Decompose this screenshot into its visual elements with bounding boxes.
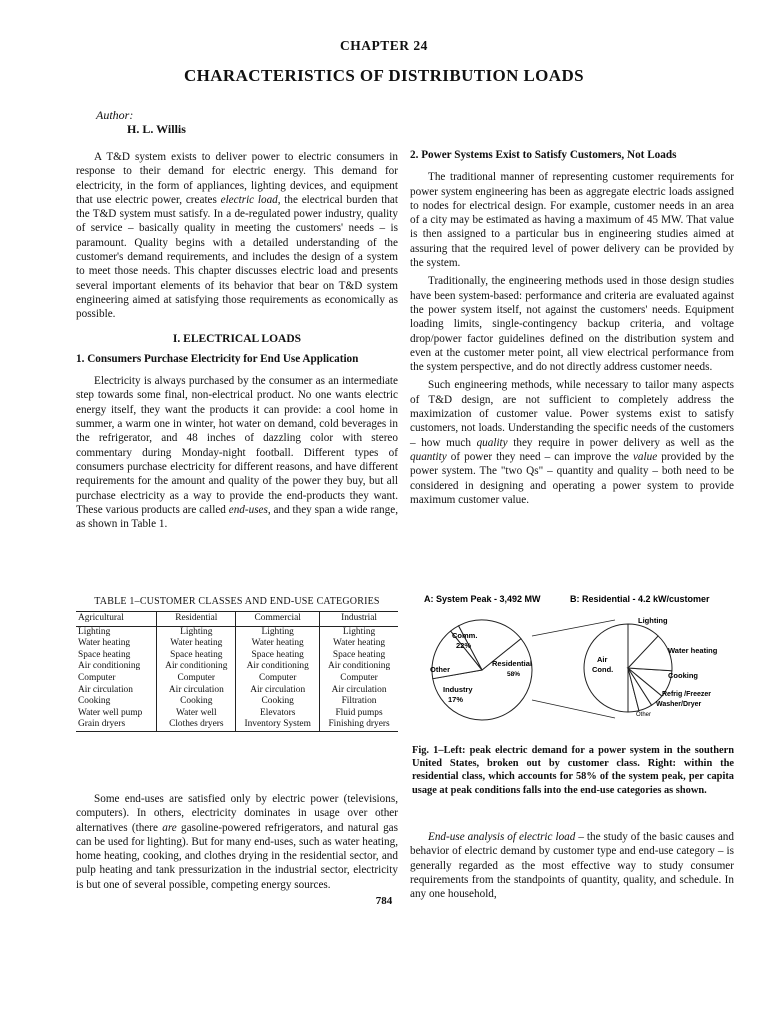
table-cell: Space heating xyxy=(157,650,236,662)
pie-a-label-other: Other xyxy=(430,665,451,674)
table-cell: Lighting xyxy=(78,626,111,637)
pie-b-label-refrig: Refrig /Freezer xyxy=(662,691,712,698)
figure-caption: Fig. 1–Left: peak electric demand for a power system in the southern United States, broken out by customer class. Right: within the residential class, which accounts for 58% of the system peak, per capita usage at peak conditions falls into the end-use categories as shown. xyxy=(412,745,734,796)
table-cell: Computer xyxy=(320,673,398,685)
table-cell: Finishing dryers xyxy=(320,719,398,731)
page-number: 784 xyxy=(375,895,393,907)
table-cell: Computer xyxy=(78,672,116,683)
paragraph-traditional: The traditional manner of representing customer requirements for power system engineering has been as aggregate electric loads assigned to nodes for electrical design. For example, customer needs in an area of a city may be estimated as having a maximum of 45 MW. That value is then assigned to a particular bus in engineering studies aimed at assuring that the required level of power delivery can be provided by the system. xyxy=(410,171,734,270)
table-row xyxy=(76,626,398,638)
table-cell: Air conditioning xyxy=(157,661,236,673)
table-cell: Elevators xyxy=(236,708,320,720)
pie-b xyxy=(584,616,718,718)
table-cell: Filtration xyxy=(320,696,398,708)
table-row xyxy=(76,673,398,685)
table-header: Commercial xyxy=(236,612,320,627)
table-grid xyxy=(76,611,398,732)
table-cell: Air conditioning xyxy=(236,661,320,673)
table-cell: Lighting xyxy=(157,626,236,638)
intro-paragraph: A T&D system exists to deliver power to electric consumers in response to their demand for electric energy. This demand for electricity, in the form of appliances, lighting devices, and equipment that use electric power, creates electric load, the electrical burden that the T&D system must satisfy. In a de-regulated power industry, quality of service – basically quality in meeting the customers' needs – is paramount. Quality begins with a detailed understanding of the customer's demand requirements, and includes the design of a system to meet those needs. This chapter discusses electric load and presents several important elements of its behavior that bear on T&D system engineering aimed at satisfying those requirements as economically as possible. xyxy=(76,151,398,321)
table-cell: Computer xyxy=(157,673,236,685)
left-column xyxy=(76,150,398,535)
pie-b-title: B: Residential - 4.2 kW/customer xyxy=(570,594,710,604)
left-column-lower xyxy=(76,792,398,896)
paragraph-end-uses: Electricity is always purchased by the consumer as an intermediate step towards some final, non-electrical product. No one wants electric energy itself, they want the products it can provide: a cool home in summer, a warm one in winter, hot water on demand, cold beverages in the refrigerator, and 48 inches of dazzling color with stereo commentary during Monday-night football. Different types of consumers purchase electricity for different reasons, and have different requirements for the amount and quality of the power they buy, but all purchase electricity as a way to provide the end-products they want. These various products are called end-uses, and they span a wide range, as shown in Table 1. xyxy=(76,375,398,531)
figure-pie-charts xyxy=(410,590,740,750)
pie-a-label-comm: Comm. xyxy=(452,631,478,640)
pie-a-label-residential: Residential xyxy=(492,659,533,668)
table-cell: Air conditioning xyxy=(78,661,141,672)
table-cell: Air circulation xyxy=(78,684,133,695)
pie-a-label-comm-pct: 22% xyxy=(456,641,472,650)
paragraph-system-based: Traditionally, the engineering methods used in those design studies have been system-based: performance and criteria are evaluated against the power system itself, not against the customers' needs. Equipment loading limits, single-contingency backup criteria, and voltage drop/power factor guidelines defined on the distribution system and even at the customer meter point, all view electrical performance from the system perspective, and do not directly address customer needs. xyxy=(410,275,734,374)
table-row xyxy=(76,650,398,662)
table-cell: Air circulation xyxy=(157,685,236,697)
table-cell: Space heating xyxy=(78,649,131,660)
table-cell: Water well xyxy=(157,708,236,720)
table-cell: Grain dryers xyxy=(76,719,157,731)
table-cell: Water heating xyxy=(236,638,320,650)
subsection-heading-2: 2. Power Systems Exist to Satisfy Customers, Not Loads xyxy=(410,149,677,161)
table-row xyxy=(76,685,398,697)
table-cell: Space heating xyxy=(320,650,398,662)
table-caption: TABLE 1–CUSTOMER CLASSES AND END-USE CATEGORIES xyxy=(94,596,380,607)
paragraph-end-use-analysis: End-use analysis of electric load – the study of the basic causes and behavior of electric demand by customer type and end-use category – is generally regarded as the most effective way to study consumer requirements from the standpoints of quantity, quality, and schedule. In any one household, xyxy=(410,831,734,901)
pie-a-title: A: System Peak - 3,492 MW xyxy=(424,594,541,604)
table-cell: Cooking xyxy=(78,696,111,707)
table-header: Agricultural xyxy=(76,612,157,627)
table-cell: Lighting xyxy=(320,626,398,638)
table-cell: Space heating xyxy=(236,650,320,662)
table-cell: Cooking xyxy=(236,696,320,708)
table-header: Industrial xyxy=(320,612,398,627)
pie-a xyxy=(430,620,532,720)
pie-b-label-other: Other xyxy=(636,712,652,718)
table-cell: Water heating xyxy=(157,638,236,650)
table-cell: Cooking xyxy=(157,696,236,708)
paragraph-competing-sources: Some end-uses are satisfied only by electric power (televisions, computers). In others, electricity dominates in usage over other alternatives (there are gasoline-powered refrigerators, and natural gas can be used for lighting). But for many end-uses, such as water heating, home heating, cooking, and clothes drying in the residential sector, and pulp heating and tank pressurization in the industrial sector, electricity is but one of several possible, competing energy sources. xyxy=(76,793,398,891)
pie-b-label-water-heating: Water heating xyxy=(668,646,718,655)
pie-b-label-cooking: Cooking xyxy=(668,671,698,680)
author-name: H. L. Willis xyxy=(127,122,186,136)
end-use-table xyxy=(76,596,398,732)
pie-b-label-lighting: Lighting xyxy=(638,616,668,625)
table-row xyxy=(76,661,398,673)
table-row xyxy=(76,719,398,731)
table-header: Residential xyxy=(157,612,236,627)
pie-a-label-residential-pct: 58% xyxy=(507,671,521,678)
table-cell: Water well pump xyxy=(78,707,143,718)
pie-b-label-washer: Washer/Dryer xyxy=(656,701,702,708)
chapter-title: CHARACTERISTICS OF DISTRIBUTION LOADS xyxy=(183,66,585,85)
pie-a-label-industry: Industry xyxy=(443,685,473,694)
table-row xyxy=(76,708,398,720)
table-cell: Inventory System xyxy=(236,719,320,731)
subsection-heading-1: 1. Consumers Purchase Electricity for End Use Application xyxy=(76,352,359,365)
table-cell: Fluid pumps xyxy=(320,708,398,720)
table-cell: Water heating xyxy=(320,638,398,650)
table-cell: Air conditioning xyxy=(320,661,398,673)
section-heading: I. ELECTRICAL LOADS xyxy=(172,332,302,345)
table-cell: Lighting xyxy=(236,626,320,638)
pie-b-label-air: Air xyxy=(597,655,608,664)
author-label: Author: xyxy=(96,108,134,122)
table-cell: Air circulation xyxy=(236,685,320,697)
table-cell: Water heating xyxy=(78,638,131,649)
table-cell: Air circulation xyxy=(320,685,398,697)
right-column xyxy=(410,148,734,511)
pie-charts-svg xyxy=(410,590,740,750)
chapter-label: CHAPTER 24 xyxy=(340,38,428,53)
paragraph-two-qs: Such engineering methods, while necessary to tailor many aspects of T&D design, are not sufficient to completely address the maximization of customer value. Power systems exist to satisfy customers, not loads. Understanding the specific needs of the customers – how much quality they require in power delivery as well as the quantity of power they need – can improve the value provided by the power system. The "two Qs" – quantity and quality – both need to be considered in designing and operating a power system to provide maximum customer value. xyxy=(410,379,734,506)
pie-a-label-industry-pct: 17% xyxy=(448,695,464,704)
pie-b-label-cond: Cond. xyxy=(592,665,614,674)
table-row xyxy=(76,696,398,708)
table-row xyxy=(76,638,398,650)
table-cell: Clothes dryers xyxy=(157,719,236,731)
table-cell: Computer xyxy=(236,673,320,685)
